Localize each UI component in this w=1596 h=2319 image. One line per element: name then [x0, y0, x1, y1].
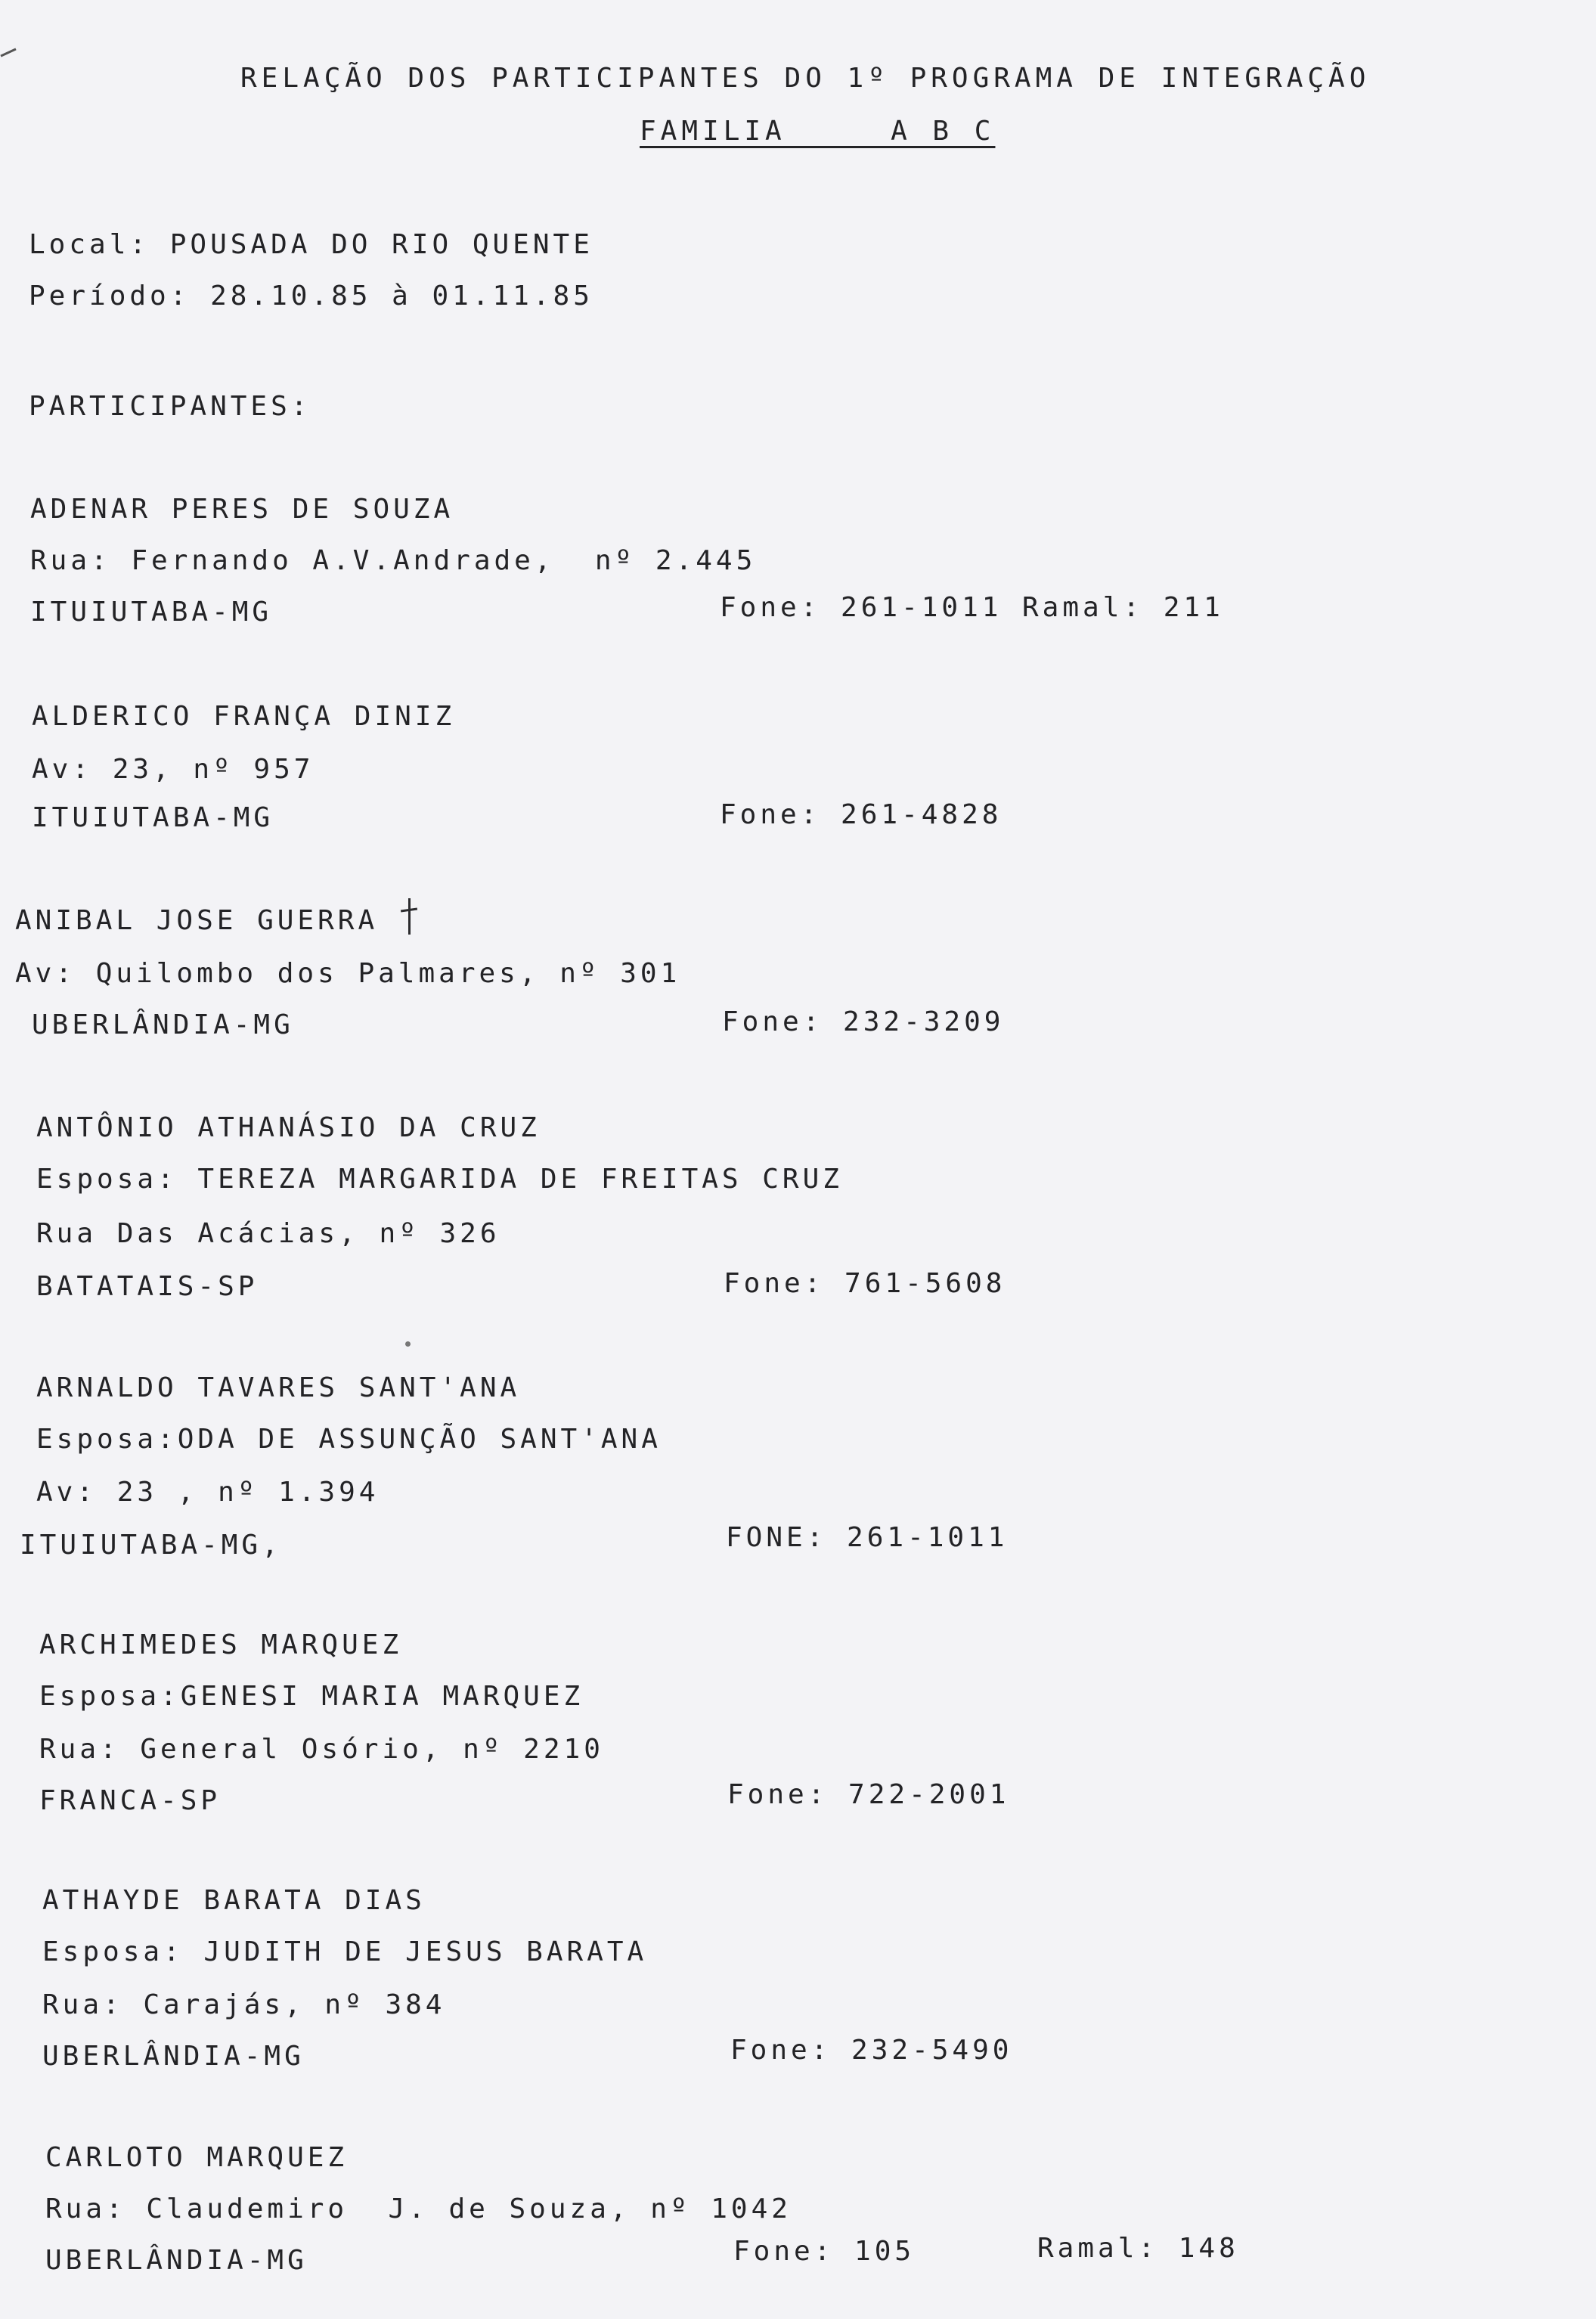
participant-phone: Fone: 232-3209: [722, 1006, 1005, 1037]
document-subtitle: FAMILIA A B C: [640, 116, 996, 147]
section-heading: PARTICIPANTES:: [29, 391, 311, 422]
participant-phone: FONE: 261-1011: [726, 1522, 1009, 1553]
participant-city: FRANCA-SP: [39, 1785, 222, 1816]
participant-city: UBERLÂNDIA-MG: [32, 1009, 294, 1040]
participant-city: UBERLÂNDIA-MG: [45, 2245, 308, 2276]
participant-city: ITUIUTABA-MG,: [20, 1530, 282, 1561]
participant-phone: Fone: 105: [733, 2236, 916, 2267]
participant-spouse: Esposa:GENESI MARIA MARQUEZ: [39, 1681, 584, 1712]
participant-phone: Fone: 261-1011: [720, 592, 1003, 623]
participant-name: ATHAYDE BARATA DIAS: [42, 1885, 426, 1916]
participant-address: Av: 23, nº 957: [32, 754, 315, 785]
participant-phone: Fone: 761-5608: [724, 1268, 1006, 1299]
participant-address: Av: Quilombo dos Palmares, nº 301: [15, 958, 681, 989]
participant-spouse: Esposa: JUDITH DE JESUS BARATA: [42, 1936, 648, 1967]
participant-address: Rua Das Acácias, nº 326: [36, 1218, 500, 1249]
participant-city: ITUIUTABA-MG: [32, 802, 274, 833]
participant-address: Rua: Carajás, nº 384: [42, 1989, 446, 2020]
participant-name: ANIBAL JOSE GUERRA: [15, 905, 379, 936]
participant-spouse: Esposa:ODA DE ASSUNÇÃO SANT'ANA: [36, 1424, 662, 1455]
participant-phone: Fone: 261-4828: [720, 799, 1003, 830]
event-location: Local: POUSADA DO RIO QUENTE: [29, 229, 593, 260]
scan-mark: [0, 48, 16, 57]
participant-address: Rua: Claudemiro J. de Souza, nº 1042: [45, 2193, 792, 2224]
handwritten-cross-mark: [401, 898, 417, 935]
participant-name: ADENAR PERES DE SOUZA: [30, 494, 454, 525]
participant-ramal: Ramal: 211: [1022, 592, 1224, 623]
participant-address: Av: 23 , nº 1.394: [36, 1477, 380, 1508]
participant-phone: Fone: 232-5490: [730, 2035, 1013, 2066]
participant-ramal: Ramal: 148: [1037, 2233, 1239, 2264]
participant-address: Rua: General Osório, nº 2210: [39, 1734, 604, 1765]
document-title: RELAÇÃO DOS PARTICIPANTES DO 1º PROGRAMA DE INTEGRAÇÃO: [240, 63, 1371, 94]
participant-name: CARLOTO MARQUEZ: [45, 2142, 349, 2173]
participant-spouse: Esposa: TEREZA MARGARIDA DE FREITAS CRUZ: [36, 1164, 843, 1195]
participant-city: ITUIUTABA-MG: [30, 597, 273, 628]
participant-name: ANTÔNIO ATHANÁSIO DA CRUZ: [36, 1112, 541, 1143]
participant-name: ARCHIMEDES MARQUEZ: [39, 1629, 403, 1660]
scan-speck: [405, 1341, 411, 1347]
participant-address: Rua: Fernando A.V.Andrade, nº 2.445: [30, 545, 757, 576]
participant-name: ALDERICO FRANÇA DINIZ: [32, 701, 456, 732]
participant-city: BATATAIS-SP: [36, 1271, 259, 1302]
participant-phone: Fone: 722-2001: [727, 1779, 1010, 1810]
participant-name: ARNALDO TAVARES SANT'ANA: [36, 1372, 521, 1403]
participant-city: UBERLÂNDIA-MG: [42, 2041, 305, 2072]
event-period: Período: 28.10.85 à 01.11.85: [29, 281, 593, 312]
